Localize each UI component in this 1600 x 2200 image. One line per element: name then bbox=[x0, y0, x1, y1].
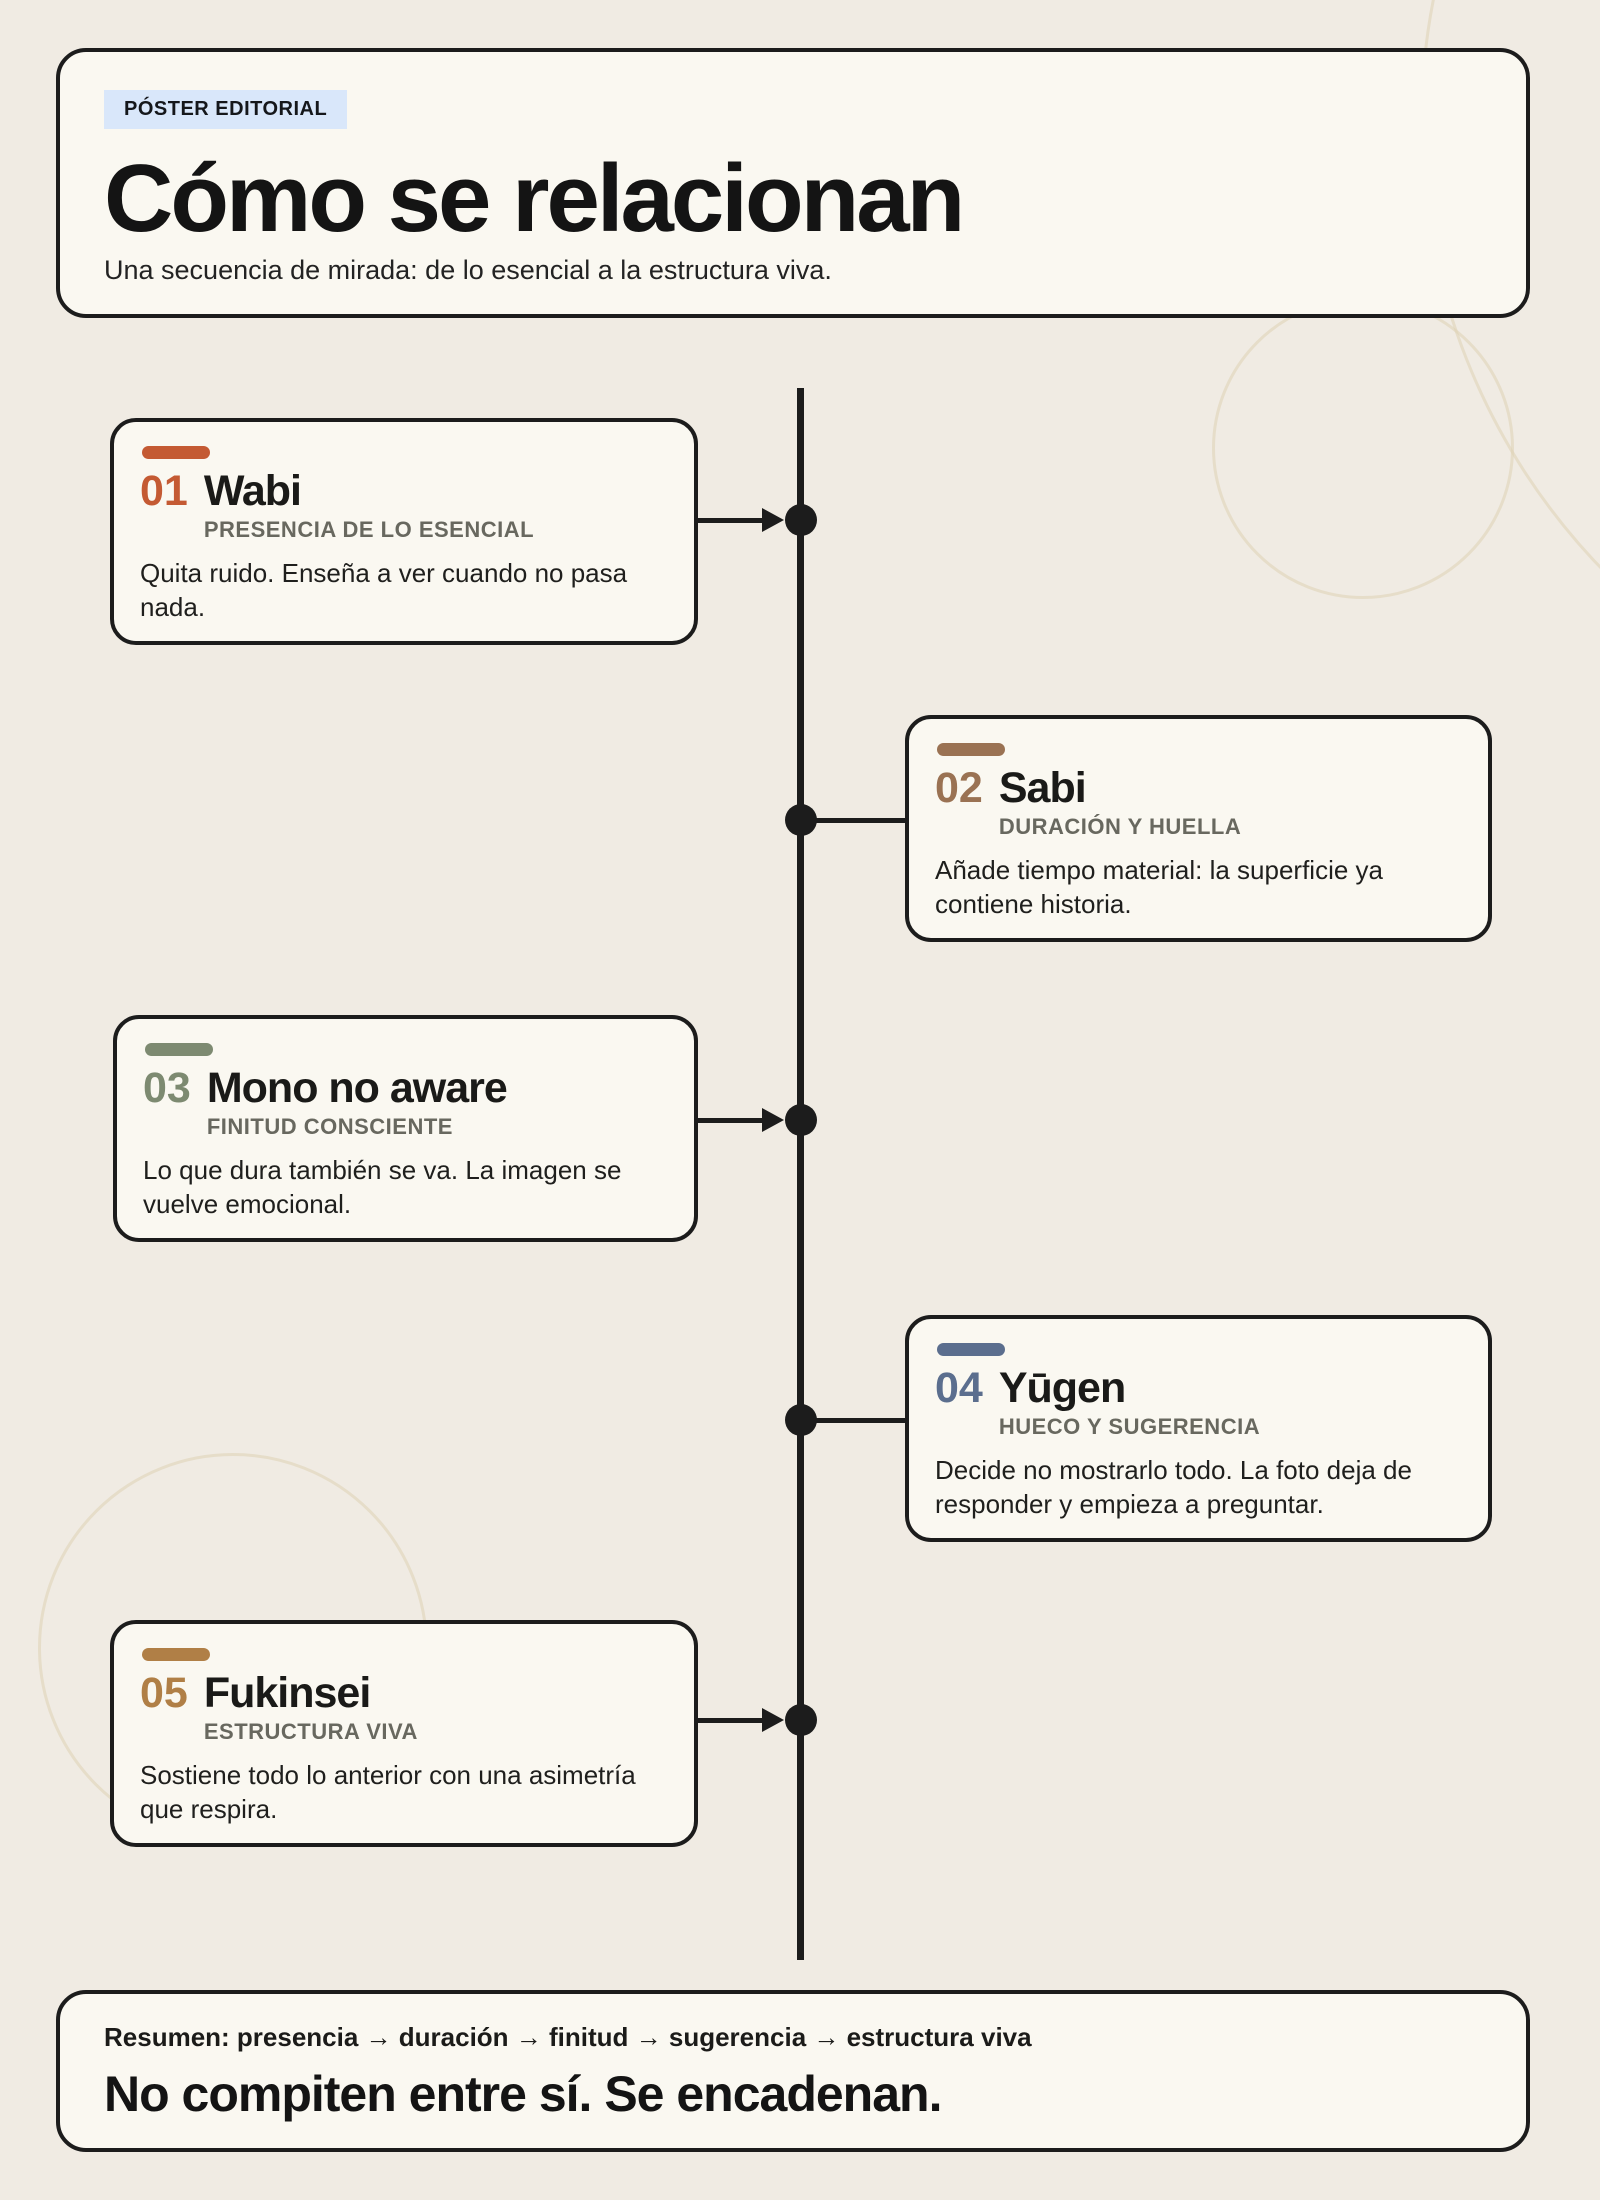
editorial-badge: PÓSTER EDITORIAL bbox=[104, 90, 347, 129]
timeline-card-wabi bbox=[110, 418, 698, 645]
step-name: Wabi bbox=[203, 467, 301, 515]
accent-bar bbox=[937, 743, 1005, 756]
step-name: Fukinsei bbox=[203, 1669, 371, 1717]
step-tagline: DURACIÓN Y HUELLA bbox=[998, 814, 1242, 840]
step-number: 05 bbox=[140, 1669, 188, 1717]
step-description: Decide no mostrarlo todo. La foto deja de responder y empieza a preguntar. bbox=[935, 1455, 1412, 1520]
connector-line bbox=[814, 818, 905, 823]
step-description: Sostiene todo lo anterior con una asimetría que respira. bbox=[140, 1760, 636, 1825]
timeline-node-dot bbox=[785, 804, 817, 836]
timeline-node-dot bbox=[785, 1104, 817, 1136]
arrow-right-icon bbox=[762, 1108, 784, 1132]
step-tagline: FINITUD CONSCIENTE bbox=[206, 1114, 453, 1140]
step-number: 01 bbox=[140, 467, 188, 515]
step-tagline: ESTRUCTURA VIVA bbox=[203, 1719, 418, 1745]
step-number: 02 bbox=[935, 764, 983, 812]
connector-line bbox=[698, 1118, 764, 1123]
timeline-card-fukinsei bbox=[110, 1620, 698, 1847]
accent-bar bbox=[937, 1343, 1005, 1356]
step-name: Sabi bbox=[998, 764, 1086, 812]
timeline-card-sabi bbox=[905, 715, 1492, 942]
header-card bbox=[56, 48, 1530, 318]
timeline-card-mono-no-aware bbox=[113, 1015, 698, 1242]
step-tagline: HUECO Y SUGERENCIA bbox=[998, 1414, 1261, 1440]
step-description: Añade tiempo material: la superficie ya contiene historia. bbox=[935, 855, 1384, 920]
accent-bar bbox=[142, 1648, 210, 1661]
connector-line bbox=[698, 518, 764, 523]
step-number: 03 bbox=[143, 1064, 191, 1112]
step-description: Lo que dura también se va. La imagen se vuelve emocional. bbox=[143, 1155, 622, 1220]
arrow-right-icon bbox=[762, 508, 784, 532]
step-tagline: PRESENCIA DE LO ESENCIAL bbox=[203, 517, 535, 543]
timeline-node-dot bbox=[785, 504, 817, 536]
step-name: Mono no aware bbox=[206, 1064, 507, 1112]
timeline-node-dot bbox=[785, 1704, 817, 1736]
step-number: 04 bbox=[935, 1364, 983, 1412]
page-subtitle: Una secuencia de mirada: de lo esencial a la estructura viva. bbox=[104, 255, 832, 285]
connector-line bbox=[698, 1718, 764, 1723]
closing-statement: No compiten entre sí. Se encadenan. bbox=[104, 2066, 942, 2122]
accent-bar bbox=[145, 1043, 213, 1056]
page-title: Cómo se relacionan bbox=[104, 145, 963, 252]
step-description: Quita ruido. Enseña a ver cuando no pasa nada. bbox=[140, 558, 628, 623]
timeline-node-dot bbox=[785, 1404, 817, 1436]
timeline-card-yugen bbox=[905, 1315, 1492, 1542]
connector-line bbox=[814, 1418, 905, 1423]
summary-line: Resumen: presencia → duración → finitud → sugerencia → estructura viva bbox=[104, 2022, 1032, 2052]
decorative-circle bbox=[1212, 297, 1514, 599]
arrow-right-icon bbox=[762, 1708, 784, 1732]
accent-bar bbox=[142, 446, 210, 459]
footer-card bbox=[56, 1990, 1530, 2152]
step-name: Yūgen bbox=[998, 1364, 1126, 1412]
